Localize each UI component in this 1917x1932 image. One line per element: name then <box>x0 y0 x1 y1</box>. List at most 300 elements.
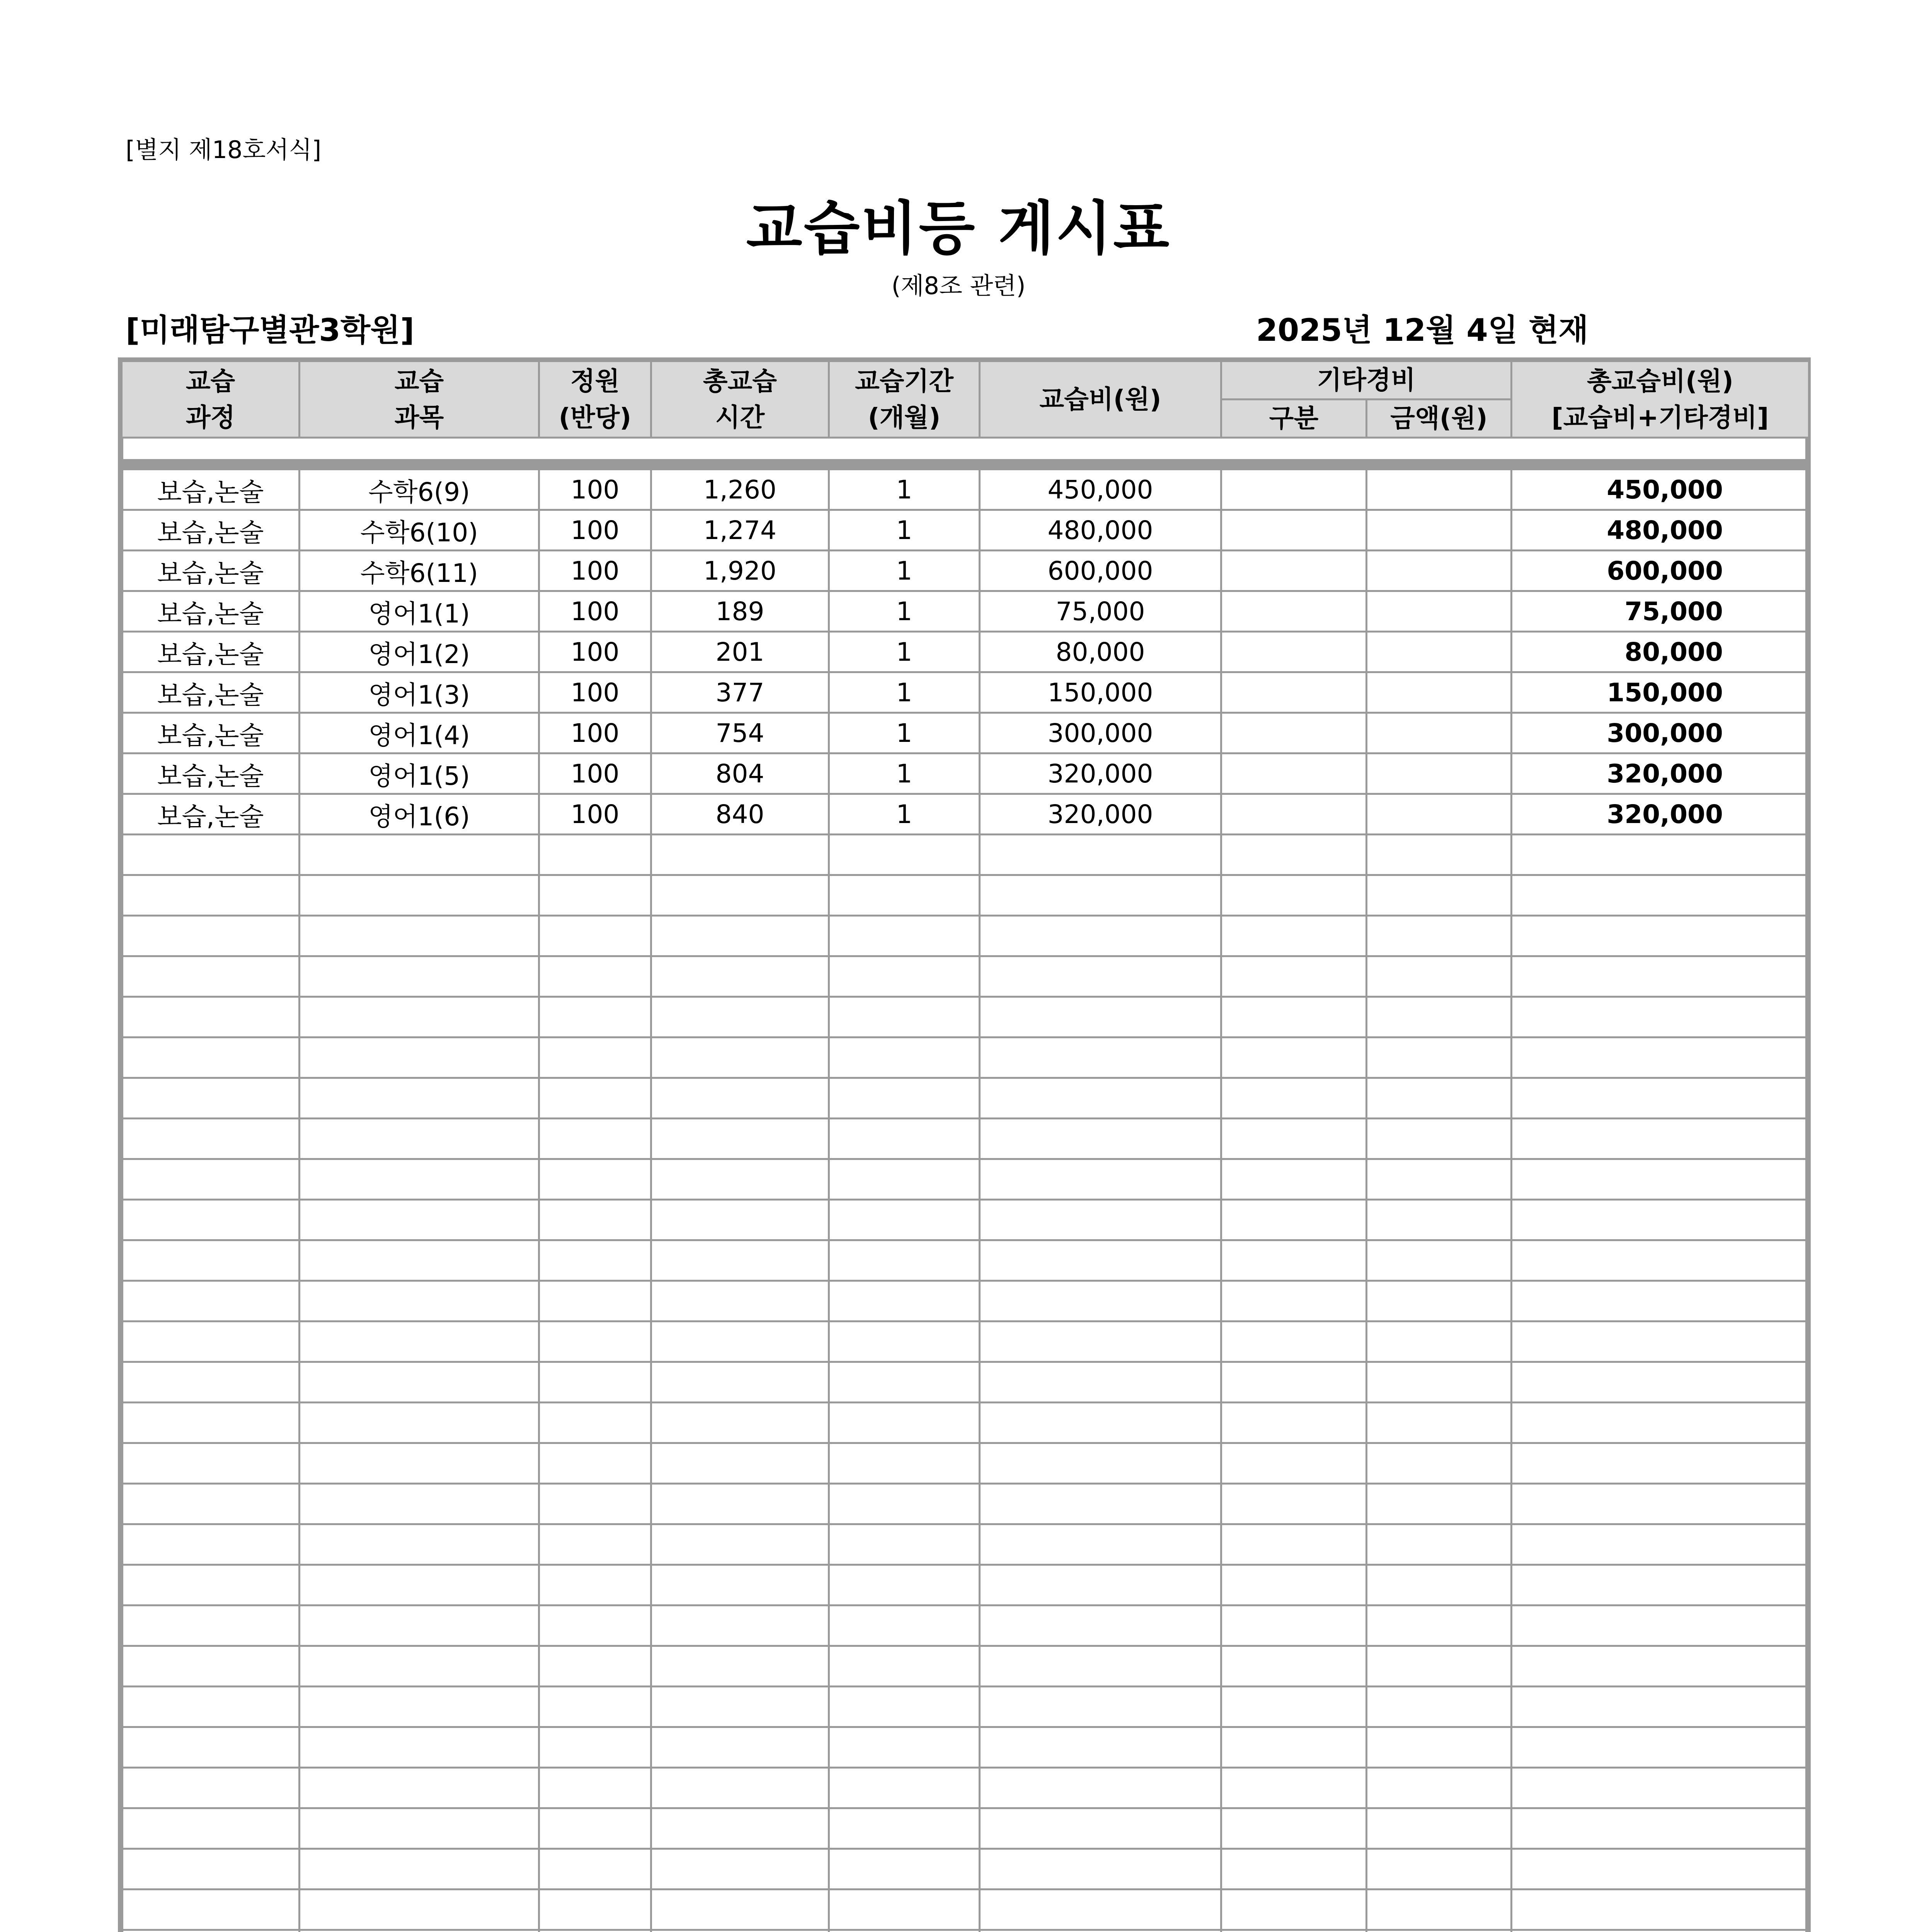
empty-row <box>122 1159 1809 1200</box>
cell-hours <box>651 1565 829 1605</box>
cell-other-amount <box>1367 1930 1512 1932</box>
academy-name: [미래탐구별관3학원] <box>126 312 415 348</box>
cell-subject <box>300 1119 539 1159</box>
cell-hours <box>651 1159 829 1200</box>
document-subtitle: (제8조 관련) <box>891 272 1026 300</box>
cell-capacity <box>539 1808 651 1849</box>
cell-total: 600,000 <box>1512 551 1809 591</box>
cell-tuition <box>980 1808 1221 1849</box>
cell-other-type <box>1221 1037 1367 1078</box>
cell-total <box>1512 1930 1809 1932</box>
cell-tuition: 80,000 <box>980 632 1221 672</box>
cell-capacity: 100 <box>539 591 651 632</box>
cell-hours: 840 <box>651 794 829 835</box>
cell-hours: 804 <box>651 753 829 794</box>
cell-tuition <box>980 1037 1221 1078</box>
cell-tuition <box>980 1159 1221 1200</box>
cell-capacity: 100 <box>539 469 651 510</box>
cell-period <box>829 1037 980 1078</box>
cell-course <box>122 1159 300 1200</box>
cell-total <box>1512 1159 1809 1200</box>
cell-other-type <box>1221 1484 1367 1524</box>
cell-period: 1 <box>829 591 980 632</box>
cell-other-amount <box>1367 510 1512 551</box>
cell-tuition <box>980 997 1221 1037</box>
cell-period: 1 <box>829 551 980 591</box>
cell-subject: 영어1(3) <box>300 672 539 713</box>
cell-subject <box>300 1768 539 1808</box>
cell-capacity: 100 <box>539 551 651 591</box>
cell-other-type <box>1221 591 1367 632</box>
cell-course <box>122 835 300 875</box>
cell-tuition <box>980 1768 1221 1808</box>
cell-capacity <box>539 1605 651 1646</box>
cell-course: 보습,논술 <box>122 591 300 632</box>
cell-tuition <box>980 1565 1221 1605</box>
cell-other-amount <box>1367 469 1512 510</box>
cell-course <box>122 1646 300 1687</box>
cell-other-amount <box>1367 1159 1512 1200</box>
cell-other-type <box>1221 510 1367 551</box>
cell-subject <box>300 1849 539 1889</box>
cell-other-type <box>1221 1321 1367 1362</box>
cell-capacity <box>539 1159 651 1200</box>
cell-tuition <box>980 1443 1221 1484</box>
cell-capacity: 100 <box>539 510 651 551</box>
cell-other-amount <box>1367 672 1512 713</box>
cell-hours <box>651 1078 829 1119</box>
cell-capacity <box>539 1889 651 1930</box>
empty-row <box>122 1321 1809 1362</box>
cell-other-amount <box>1367 1119 1512 1159</box>
cell-capacity <box>539 1403 651 1443</box>
empty-row <box>122 956 1809 997</box>
cell-total <box>1512 1565 1809 1605</box>
cell-tuition <box>980 875 1221 916</box>
cell-subject <box>300 1565 539 1605</box>
cell-course <box>122 1281 300 1321</box>
cell-total <box>1512 956 1809 997</box>
cell-course <box>122 1565 300 1605</box>
cell-capacity: 100 <box>539 713 651 753</box>
cell-hours: 201 <box>651 632 829 672</box>
cell-other-amount <box>1367 1687 1512 1727</box>
cell-period: 1 <box>829 672 980 713</box>
cell-capacity: 100 <box>539 794 651 835</box>
table-row <box>122 551 1809 591</box>
cell-other-type <box>1221 916 1367 956</box>
empty-row <box>122 1443 1809 1484</box>
cell-course: 보습,논술 <box>122 551 300 591</box>
cell-total <box>1512 1727 1809 1768</box>
cell-total <box>1512 1240 1809 1281</box>
cell-total: 75,000 <box>1512 591 1809 632</box>
cell-period <box>829 1403 980 1443</box>
cell-period <box>829 1362 980 1403</box>
cell-tuition: 75,000 <box>980 591 1221 632</box>
cell-subject <box>300 956 539 997</box>
header-total-hours: 총교습 시간 <box>651 361 829 438</box>
cell-other-amount <box>1367 591 1512 632</box>
cell-capacity <box>539 1849 651 1889</box>
cell-total <box>1512 1889 1809 1930</box>
cell-course: 보습,논술 <box>122 672 300 713</box>
cell-capacity <box>539 1240 651 1281</box>
cell-other-amount <box>1367 1808 1512 1849</box>
cell-other-amount <box>1367 1078 1512 1119</box>
table-row <box>122 510 1809 551</box>
cell-tuition: 320,000 <box>980 794 1221 835</box>
cell-course: 보습,논술 <box>122 632 300 672</box>
header-separator <box>121 459 1808 468</box>
cell-hours <box>651 1727 829 1768</box>
cell-other-amount <box>1367 1281 1512 1321</box>
cell-tuition <box>980 1646 1221 1687</box>
cell-other-amount <box>1367 551 1512 591</box>
empty-row <box>122 1484 1809 1524</box>
empty-row <box>122 1119 1809 1159</box>
cell-period <box>829 1687 980 1727</box>
cell-period: 1 <box>829 713 980 753</box>
empty-row <box>122 875 1809 916</box>
table-row <box>122 469 1809 510</box>
cell-hours <box>651 1362 829 1403</box>
empty-row <box>122 1037 1809 1078</box>
header-other-type: 구분 <box>1221 400 1367 438</box>
cell-course <box>122 1768 300 1808</box>
cell-hours <box>651 1200 829 1240</box>
cell-course <box>122 875 300 916</box>
cell-course <box>122 997 300 1037</box>
cell-total <box>1512 1443 1809 1484</box>
cell-total <box>1512 1403 1809 1443</box>
cell-other-type <box>1221 956 1367 997</box>
cell-course <box>122 1240 300 1281</box>
cell-subject <box>300 1159 539 1200</box>
cell-capacity <box>539 1727 651 1768</box>
cell-subject <box>300 1403 539 1443</box>
cell-period <box>829 1159 980 1200</box>
cell-subject <box>300 1443 539 1484</box>
table-row <box>122 794 1809 835</box>
cell-total <box>1512 1524 1809 1565</box>
cell-subject <box>300 1281 539 1321</box>
cell-subject: 수학6(10) <box>300 510 539 551</box>
cell-hours <box>651 956 829 997</box>
cell-period <box>829 1768 980 1808</box>
header-period: 교습기간 (개월) <box>829 361 980 438</box>
cell-other-amount <box>1367 1646 1512 1687</box>
cell-subject <box>300 835 539 875</box>
cell-tuition <box>980 956 1221 997</box>
cell-hours <box>651 1281 829 1321</box>
cell-period <box>829 1646 980 1687</box>
cell-total <box>1512 1321 1809 1362</box>
cell-other-type <box>1221 1727 1367 1768</box>
cell-total <box>1512 1200 1809 1240</box>
cell-subject: 영어1(5) <box>300 753 539 794</box>
cell-other-type <box>1221 1930 1367 1932</box>
cell-hours <box>651 997 829 1037</box>
cell-other-type <box>1221 1281 1367 1321</box>
cell-period: 1 <box>829 794 980 835</box>
cell-other-type <box>1221 753 1367 794</box>
fee-table-body <box>121 468 1810 1932</box>
cell-total: 480,000 <box>1512 510 1809 551</box>
empty-row <box>122 1281 1809 1321</box>
header-total-fee: 총교습비(원) [교습비+기타경비] <box>1512 361 1809 438</box>
cell-other-amount <box>1367 956 1512 997</box>
cell-capacity: 100 <box>539 753 651 794</box>
cell-period <box>829 1889 980 1930</box>
cell-tuition: 150,000 <box>980 672 1221 713</box>
cell-period <box>829 997 980 1037</box>
cell-other-type <box>1221 1119 1367 1159</box>
cell-tuition <box>980 1727 1221 1768</box>
cell-tuition <box>980 835 1221 875</box>
cell-subject <box>300 1200 539 1240</box>
empty-row <box>122 835 1809 875</box>
cell-other-amount <box>1367 753 1512 794</box>
form-number: [별지 제18호서식] <box>126 136 322 164</box>
cell-subject <box>300 997 539 1037</box>
cell-period <box>829 1119 980 1159</box>
cell-other-type <box>1221 1565 1367 1605</box>
cell-total: 300,000 <box>1512 713 1809 753</box>
cell-period <box>829 916 980 956</box>
cell-total <box>1512 1768 1809 1808</box>
cell-hours: 754 <box>651 713 829 753</box>
cell-period <box>829 1727 980 1768</box>
cell-hours: 1,274 <box>651 510 829 551</box>
cell-period <box>829 1930 980 1932</box>
table-row <box>122 713 1809 753</box>
cell-capacity <box>539 997 651 1037</box>
empty-row <box>122 1768 1809 1808</box>
cell-capacity: 100 <box>539 672 651 713</box>
empty-row <box>122 1849 1809 1889</box>
cell-total: 320,000 <box>1512 753 1809 794</box>
cell-capacity <box>539 1321 651 1362</box>
cell-subject <box>300 1524 539 1565</box>
cell-other-type <box>1221 1687 1367 1727</box>
cell-subject <box>300 1605 539 1646</box>
cell-period <box>829 1321 980 1362</box>
cell-course <box>122 1889 300 1930</box>
cell-subject <box>300 875 539 916</box>
cell-other-amount <box>1367 1484 1512 1524</box>
empty-row <box>122 1403 1809 1443</box>
cell-other-type <box>1221 632 1367 672</box>
cell-total <box>1512 1605 1809 1646</box>
empty-row <box>122 1808 1809 1849</box>
cell-hours <box>651 1524 829 1565</box>
cell-other-amount <box>1367 632 1512 672</box>
cell-total: 450,000 <box>1512 469 1809 510</box>
cell-period <box>829 1849 980 1889</box>
cell-hours <box>651 875 829 916</box>
cell-subject <box>300 1646 539 1687</box>
cell-other-type <box>1221 1768 1367 1808</box>
cell-hours: 1,260 <box>651 469 829 510</box>
cell-subject: 영어1(6) <box>300 794 539 835</box>
cell-subject <box>300 1037 539 1078</box>
cell-other-amount <box>1367 1889 1512 1930</box>
cell-course <box>122 1484 300 1524</box>
cell-tuition: 480,000 <box>980 510 1221 551</box>
cell-subject: 수학6(9) <box>300 469 539 510</box>
document-title: 교습비등 게시표 <box>746 195 1171 262</box>
cell-capacity <box>539 956 651 997</box>
cell-other-amount <box>1367 1037 1512 1078</box>
empty-row <box>122 1078 1809 1119</box>
cell-capacity <box>539 1646 651 1687</box>
cell-total: 150,000 <box>1512 672 1809 713</box>
cell-hours <box>651 1646 829 1687</box>
cell-subject <box>300 1484 539 1524</box>
cell-hours <box>651 1808 829 1849</box>
header-course: 교습 과정 <box>122 361 300 438</box>
cell-hours <box>651 1889 829 1930</box>
cell-tuition: 600,000 <box>980 551 1221 591</box>
cell-hours <box>651 1849 829 1889</box>
cell-subject <box>300 1687 539 1727</box>
cell-total <box>1512 1646 1809 1687</box>
cell-subject <box>300 1240 539 1281</box>
cell-tuition <box>980 1281 1221 1321</box>
cell-other-type <box>1221 1362 1367 1403</box>
cell-hours: 1,920 <box>651 551 829 591</box>
cell-other-type <box>1221 1240 1367 1281</box>
cell-period <box>829 1240 980 1281</box>
cell-other-type <box>1221 1159 1367 1200</box>
cell-tuition <box>980 1849 1221 1889</box>
cell-tuition: 450,000 <box>980 469 1221 510</box>
cell-other-type <box>1221 875 1367 916</box>
cell-subject <box>300 1078 539 1119</box>
empty-row <box>122 1605 1809 1646</box>
cell-period: 1 <box>829 510 980 551</box>
cell-period <box>829 875 980 916</box>
cell-subject: 영어1(1) <box>300 591 539 632</box>
header-other-costs: 기타경비 <box>1221 361 1512 400</box>
cell-total <box>1512 1281 1809 1321</box>
cell-period <box>829 1281 980 1321</box>
cell-tuition <box>980 1930 1221 1932</box>
cell-total <box>1512 1849 1809 1889</box>
cell-hours <box>651 1687 829 1727</box>
cell-course <box>122 1849 300 1889</box>
cell-capacity: 100 <box>539 632 651 672</box>
cell-other-type <box>1221 1849 1367 1889</box>
table-row <box>122 672 1809 713</box>
cell-course: 보습,논술 <box>122 469 300 510</box>
cell-course <box>122 1727 300 1768</box>
cell-subject <box>300 1930 539 1932</box>
cell-subject <box>300 1808 539 1849</box>
cell-course: 보습,논술 <box>122 713 300 753</box>
table-header <box>121 360 1810 439</box>
cell-capacity <box>539 1687 651 1727</box>
empty-row <box>122 916 1809 956</box>
cell-period <box>829 1484 980 1524</box>
cell-total <box>1512 1078 1809 1119</box>
cell-other-amount <box>1367 1321 1512 1362</box>
empty-row <box>122 1687 1809 1727</box>
cell-tuition <box>980 1605 1221 1646</box>
cell-capacity <box>539 1362 651 1403</box>
cell-period <box>829 1200 980 1240</box>
cell-hours <box>651 835 829 875</box>
cell-tuition <box>980 1524 1221 1565</box>
cell-capacity <box>539 875 651 916</box>
cell-other-amount <box>1367 1849 1512 1889</box>
cell-other-amount <box>1367 1727 1512 1768</box>
cell-total <box>1512 1037 1809 1078</box>
cell-other-amount <box>1367 1200 1512 1240</box>
as-of-date: 2025년 12월 4일 현재 <box>1256 312 1588 348</box>
cell-hours <box>651 1768 829 1808</box>
cell-course <box>122 1403 300 1443</box>
cell-hours <box>651 1443 829 1484</box>
header-tuition: 교습비(원) <box>980 361 1221 438</box>
cell-hours <box>651 1240 829 1281</box>
cell-course <box>122 1200 300 1240</box>
cell-other-type <box>1221 1605 1367 1646</box>
cell-subject <box>300 1362 539 1403</box>
cell-hours <box>651 1484 829 1524</box>
cell-course <box>122 1524 300 1565</box>
cell-other-type <box>1221 672 1367 713</box>
cell-subject <box>300 1727 539 1768</box>
cell-subject: 영어1(4) <box>300 713 539 753</box>
cell-tuition <box>980 1321 1221 1362</box>
cell-hours <box>651 1605 829 1646</box>
cell-period: 1 <box>829 469 980 510</box>
cell-course <box>122 1037 300 1078</box>
cell-total <box>1512 835 1809 875</box>
cell-tuition <box>980 1078 1221 1119</box>
cell-tuition: 300,000 <box>980 713 1221 753</box>
cell-other-type <box>1221 1443 1367 1484</box>
cell-other-type <box>1221 469 1367 510</box>
empty-row <box>122 1362 1809 1403</box>
cell-total <box>1512 1119 1809 1159</box>
cell-other-type <box>1221 794 1367 835</box>
cell-other-type <box>1221 713 1367 753</box>
cell-period <box>829 1565 980 1605</box>
cell-tuition <box>980 916 1221 956</box>
cell-course: 보습,논술 <box>122 510 300 551</box>
cell-capacity <box>539 1200 651 1240</box>
cell-subject <box>300 1889 539 1930</box>
cell-subject <box>300 1321 539 1362</box>
cell-course <box>122 1687 300 1727</box>
empty-row <box>122 1930 1809 1932</box>
cell-subject: 영어1(2) <box>300 632 539 672</box>
cell-other-type <box>1221 997 1367 1037</box>
cell-other-type <box>1221 1403 1367 1443</box>
cell-capacity <box>539 1281 651 1321</box>
cell-tuition <box>980 1889 1221 1930</box>
cell-course <box>122 1443 300 1484</box>
cell-other-type <box>1221 1524 1367 1565</box>
cell-period <box>829 956 980 997</box>
cell-tuition <box>980 1687 1221 1727</box>
table-row <box>122 591 1809 632</box>
cell-other-amount <box>1367 916 1512 956</box>
empty-row <box>122 1565 1809 1605</box>
